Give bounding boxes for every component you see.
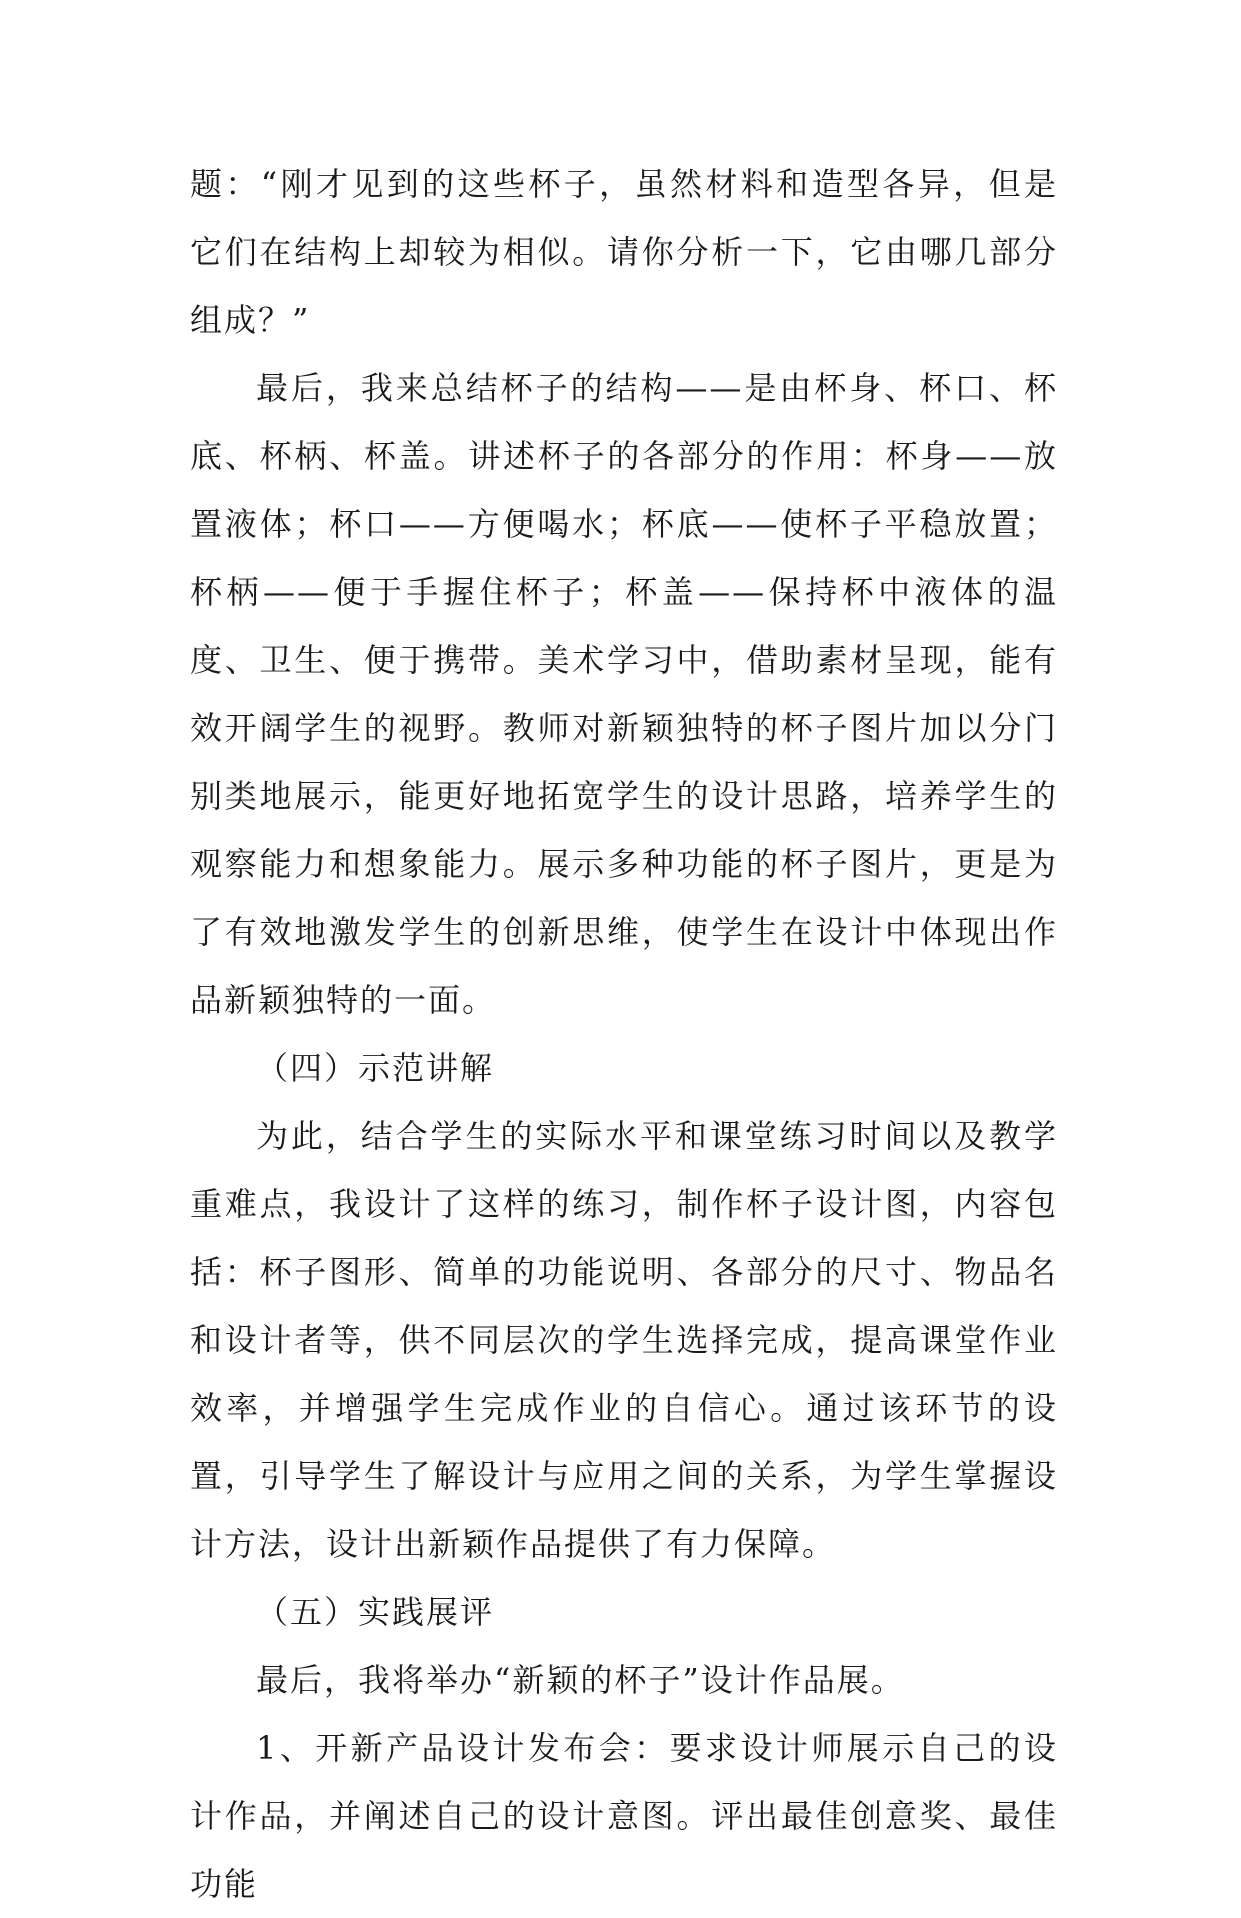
paragraph-continuation: 题：“刚才见到的这些杯子，虽然材料和造型各异，但是它们在结构上却较为相似。请你分析一下，它由哪几部分组成？” <box>190 165 1058 339</box>
section-heading-demonstration: （四）示范讲解 <box>256 1049 495 1087</box>
document-body <box>190 150 1058 1918</box>
section-heading-practice-exhibition: （五）实践展评 <box>256 1593 495 1631</box>
paragraph-exercise-design: 为此，结合学生的实际水平和课堂练习时间以及教学重难点，我设计了这样的练习，制作杯子设计图，内容包括：杯子图形、简单的功能说明、各部分的尺寸、物品名和设计者等，供不同层次的学生选择完成，提高课堂作业效率，并增强学生完成作业的自信心。通过该环节的设置，引导学生了解设计与应用之间的关系，为学生掌握设计方法，设计出新颖作品提供了有力保障。 <box>190 1117 1058 1563</box>
paragraph-cup-structure: 最后，我来总结杯子的结构——是由杯身、杯口、杯底、杯柄、杯盖。讲述杯子的各部分的作用：杯身——放置液体；杯口——方便喝水；杯底——使杯子平稳放置；杯柄——便于手握住杯子；杯盖——保持杯中液体的温度、卫生、便于携带。美术学习中，借助素材呈现，能有效开阔学生的视野。教师对新颖独特的杯子图片加以分门别类地展示，能更好地拓宽学生的设计思路，培养学生的观察能力和想象能力。展示多种功能的杯子图片，更是为了有效地激发学生的创新思维，使学生在设计中体现出作品新颖独特的一面。 <box>190 369 1058 1019</box>
paragraph-exhibition-intro: 最后，我将举办“新颖的杯子”设计作品展。 <box>256 1661 905 1699</box>
paragraph-product-launch: 1、开新产品设计发布会：要求设计师展示自己的设计作品，并阐述自己的设计意图。评出最佳创意奖、最佳功能 <box>190 1729 1058 1903</box>
